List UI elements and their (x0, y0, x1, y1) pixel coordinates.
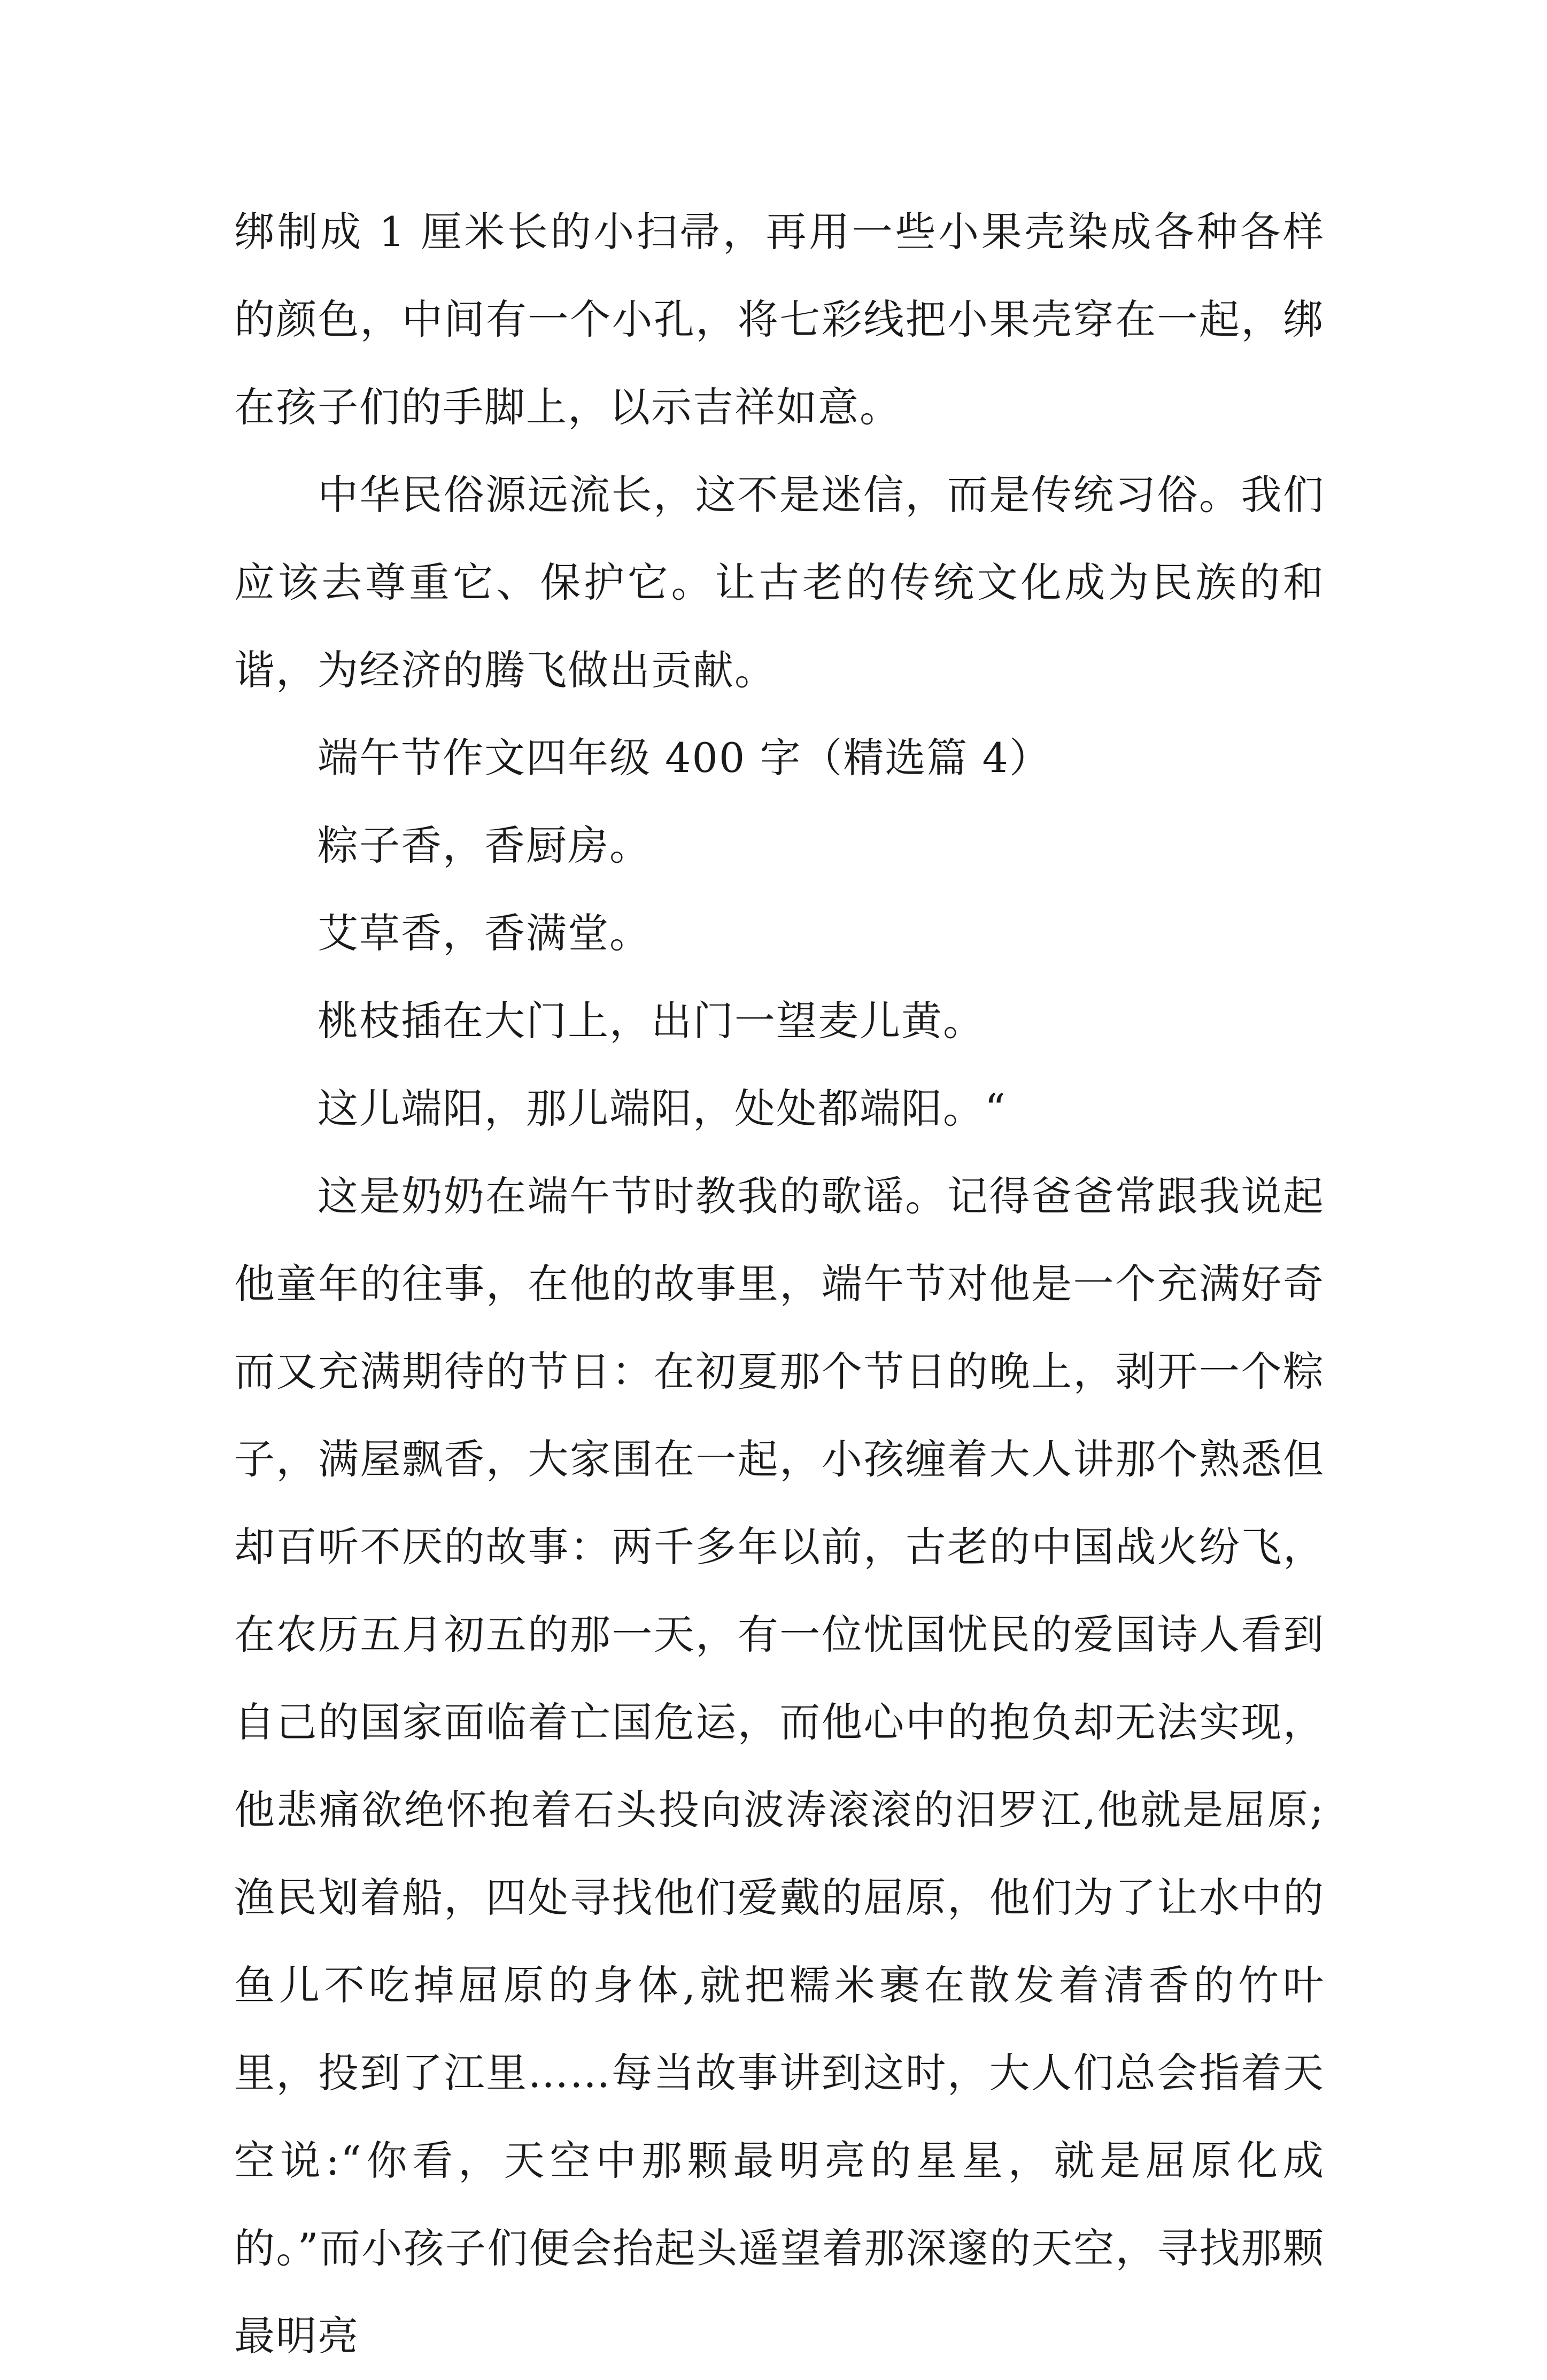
paragraph: 这是奶奶在端午节时教我的歌谣。记得爸爸常跟我说起他童年的往事，在他的故事里，端午节对他是一个充满好奇而又充满期待的节日：在初夏那个节日的晚上，剥开一个粽子，满屋飘香，大家围在一起，小孩缠着大人讲那个熟悉但却百听不厌的故事：两千多年以前，古老的中国战火纷飞，在农历五月初五的那一天，有一位忧国忧民的爱国诗人看到自己的国家面临着亡国危运，而他心中的抱负却无法实现，他悲痛欲绝怀抱着石头投向波涛滚滚的汨罗江,他就是屈原;渔民划着船，四处寻找他们爱戴的屈原，他们为了让水中的鱼儿不吃掉屈原的身体,就把糯米裹在散发着清香的竹叶里，投到了江里……每当故事讲到这时，大人们总会指着天空说:“你看，天空中那颗最明亮的星星，就是屈原化成的。”而小孩子们便会抬起头遥望着那深邃的天空，寻找那颗最明亮 (234, 1172, 1325, 2360)
poem-line: 粽子香，香厨房。 (318, 822, 651, 869)
poem-line: 艾草香，香满堂。 (318, 909, 651, 957)
document-body (234, 188, 1325, 2380)
paragraph: 绑制成 1 厘米长的小扫帚，再用一些小果壳染成各种各样的颜色，中间有一个小孔，将七彩线把小果壳穿在一起，绑在孩子们的手脚上，以示吉祥如意。 (234, 208, 1325, 431)
paragraph: 中华民俗源远流长，这不是迷信，而是传统习俗。我们应该去尊重它、保护它。让古老的传统文化成为民族的和谐，为经济的腾飞做出贡献。 (234, 471, 1325, 694)
section-heading: 端午节作文四年级 400 字（精选篇 4） (318, 734, 1051, 782)
poem-line: 桃枝插在大门上，出门一望麦儿黄。 (318, 997, 985, 1045)
poem-line: 这儿端阳，那儿端阳，处处都端阳。“ (318, 1085, 1007, 1132)
